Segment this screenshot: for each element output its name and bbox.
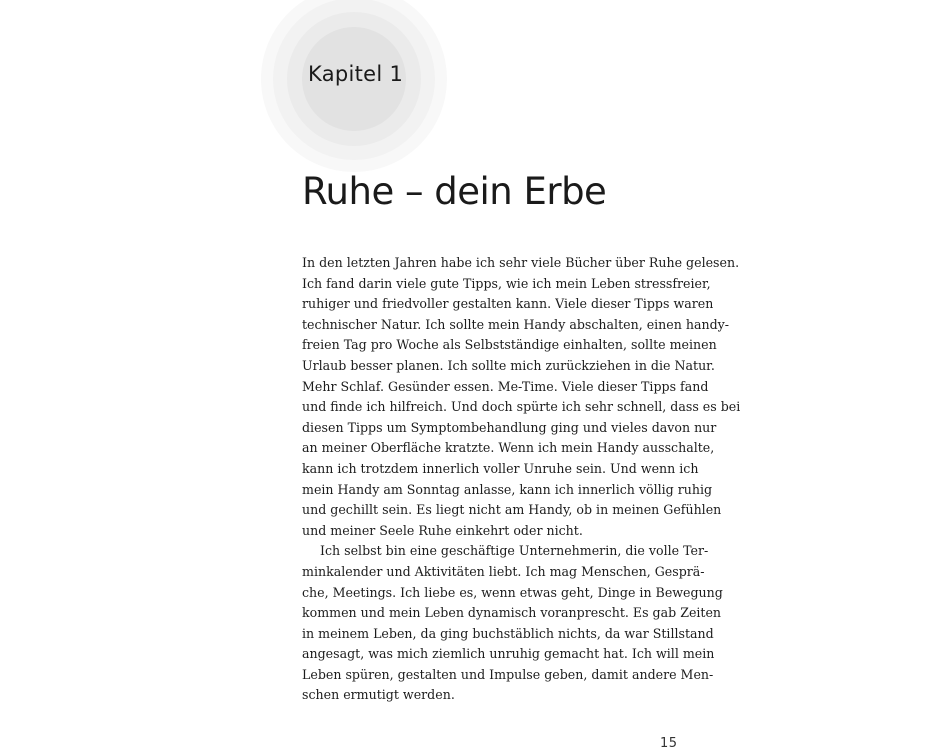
text-line: technischer Natur. Ich sollte mein Handy abschalten, einen handy- [302, 316, 730, 332]
text-line: ruhiger und friedvoller gestalten kann. Viele dieser Tipps waren [302, 296, 714, 312]
text-line: mein Handy am Sonntag anlasse, kann ich innerlich völlig ruhig [302, 481, 713, 497]
text-line: angesagt, was mich ziemlich unruhig gemacht hat. Ich will mein [302, 646, 715, 662]
text-line: kann ich trotzdem innerlich voller Unruhe sein. Und wenn ich [302, 460, 699, 476]
text-line: Ich selbst bin eine geschäftige Unternehmerin, die volle Ter- [320, 543, 709, 559]
text-line: Leben spüren, gestalten und Impulse geben, damit andere Men- [302, 666, 714, 682]
chapter-title: Ruhe – dein Erbe [302, 170, 607, 213]
text-line: diesen Tipps um Symptombehandlung ging und vieles davon nur [302, 419, 717, 435]
text-line: und meiner Seele Ruhe einkehrt oder nicht. [302, 522, 583, 538]
text-line: und finde ich hilfreich. Und doch spürte ich sehr schnell, dass es bei [302, 399, 741, 415]
chapter-label: Kapitel 1 [308, 62, 404, 86]
body-text [302, 253, 741, 706]
text-line: kommen und mein Leben dynamisch voranprescht. Es gab Zeiten [302, 605, 722, 621]
text-line: schen ermutigt werden. [302, 687, 455, 703]
page-number: 15 [660, 736, 678, 751]
text-line: che, Meetings. Ich liebe es, wenn etwas geht, Dinge in Bewegung [302, 584, 723, 600]
text-line: Ich fand darin viele gute Tipps, wie ich mein Leben stressfreier, [302, 275, 711, 291]
text-line: minkalender und Aktivitäten liebt. Ich mag Menschen, Gesprä- [302, 563, 705, 579]
paragraph [302, 253, 741, 541]
paragraph [302, 541, 723, 706]
text-line: Urlaub besser planen. Ich sollte mich zurückziehen in die Natur. [302, 357, 715, 373]
text-line: an meiner Oberfläche kratzte. Wenn ich mein Handy ausschalte, [302, 440, 715, 456]
text-line: In den letzten Jahren habe ich sehr viele Bücher über Ruhe gelesen. [302, 255, 740, 270]
text-line: freien Tag pro Woche als Selbstständige einhalten, sollte meinen [302, 337, 717, 353]
text-line: und gechillt sein. Es liegt nicht am Handy, ob in meinen Gefühlen [302, 502, 722, 518]
text-line: Mehr Schlaf. Gesünder essen. Me-Time. Viele dieser Tipps fand [302, 378, 709, 394]
text-line: in meinem Leben, da ging buchstäblich nichts, da war Stillstand [302, 625, 714, 641]
